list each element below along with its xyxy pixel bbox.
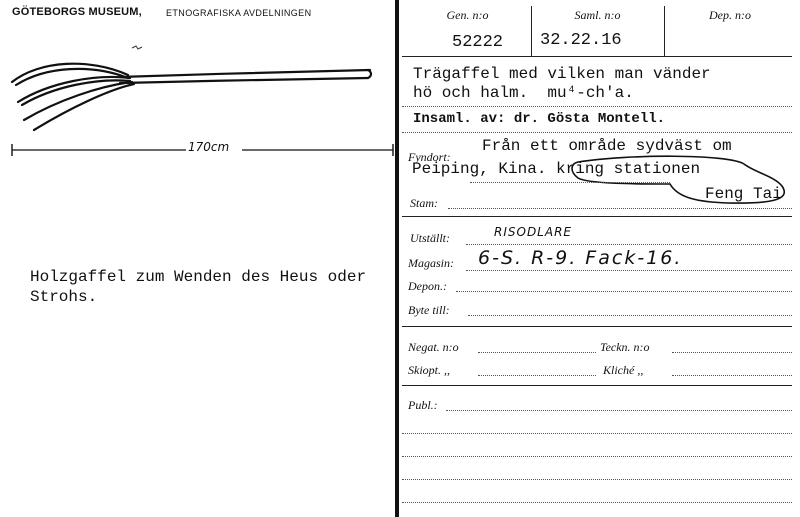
publ-rule-1 [446,410,792,411]
section-rule-3 [402,385,792,386]
teckn-rule [672,352,792,353]
fyndort-label: Fyndort: [408,150,451,164]
utstallt-rule [466,244,792,245]
kliche-rule [672,375,792,376]
magasin-label: Magasin: [408,256,454,270]
depon-rule [456,291,792,292]
collector-rule [402,132,792,133]
swedish-description-line1: Trägaffel med vilken man vänder [413,65,711,83]
magasin-rule [466,270,792,271]
byte-label: Byte till: [408,303,450,317]
fyndort-line2: Peiping, Kina. kring stationen [412,160,701,178]
utstallt-label: Utställt: [410,231,451,245]
dimension-label: 170cm [188,140,230,154]
description-rule [402,106,792,107]
header-separator-1 [531,6,532,56]
section-rule-1 [402,216,792,217]
publ-rule-4 [402,479,792,480]
card-divider [395,0,399,517]
museum-name: GÖTEBORGS MUSEUM, [12,6,142,18]
fyndort-line1: Från ett område sydväst om [482,137,732,155]
fyndort-rule [470,182,670,183]
publ-rule-3 [402,456,792,457]
publ-label: Publ.: [408,398,438,412]
section-rule-2 [402,326,792,327]
dep-label: Dep. n:o [709,8,751,22]
negat-label: Negat. n:o [408,340,459,354]
german-description: Holzgaffel zum Wenden des Heus oder Strohs. [30,268,367,306]
magasin-value: 6-S. R-9. Fack-16. [478,247,683,269]
saml-label: Saml. n:o [574,8,621,22]
depon-label: Depon.: [408,279,447,293]
stam-label: Stam: [410,196,438,210]
swedish-description-line2: hö och halm. mu⁴-ch'a. [413,84,634,102]
kliche-label: Kliché ,, [603,363,644,377]
skiopt-label: Skiopt. ,, [408,363,450,377]
teckn-label: Teckn. n:o [600,340,650,354]
skiopt-rule [478,375,596,376]
gen-value: 52222 [452,33,504,52]
header-rule [402,56,792,57]
stam-rule [448,208,792,209]
utstallt-value: RISODLARE [494,225,572,239]
header-separator-2 [664,6,665,56]
publ-rule-5 [402,502,792,503]
gen-label: Gen. n:o [446,8,489,22]
fyndort-line3: Feng Tai [705,185,782,203]
byte-rule [468,315,792,316]
department-name: ETNOGRAFISKA AVDELNINGEN [166,8,312,18]
saml-value: 32.22.16 [540,31,622,50]
location-circle [568,154,792,208]
negat-rule [478,352,596,353]
collector: Insaml. av: dr. Gösta Montell. [413,111,666,127]
publ-rule-2 [402,433,792,434]
